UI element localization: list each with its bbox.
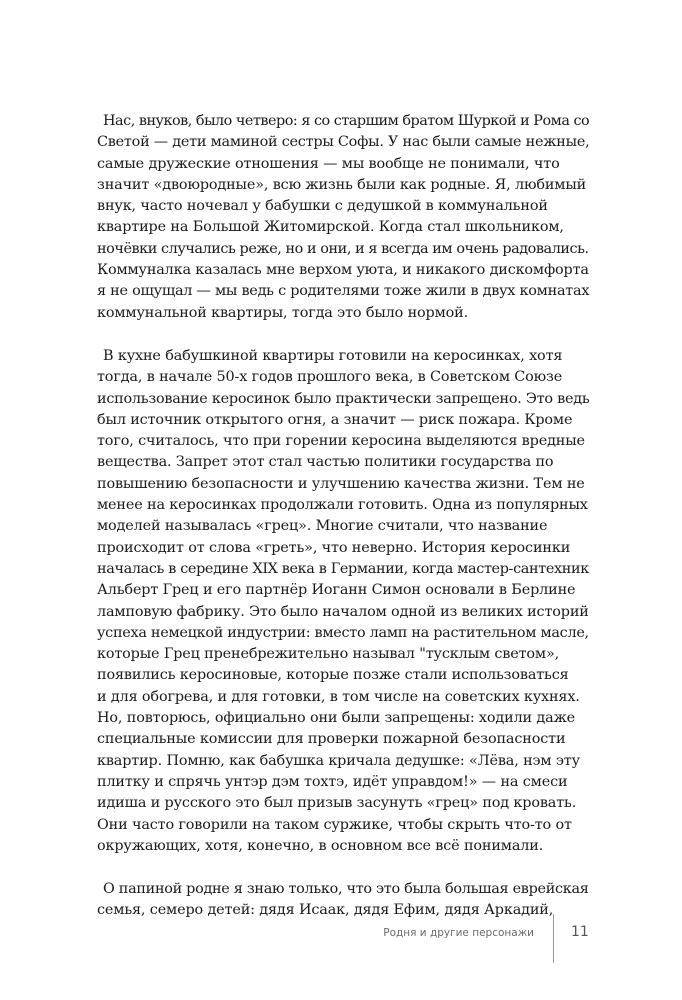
text-line: самые дружеские отношения — мы вообще не понимали, что — [97, 155, 560, 172]
text-line: началась в середине XIX века в Германии, когда мастер-сантехник — [97, 560, 589, 577]
text-line: В кухне бабушкиной квартиры готовили на керосинках, хотя — [103, 347, 563, 364]
text-line: появились керосиновые, которые позже стали использоваться — [97, 667, 569, 684]
text-line: плитку и спрячь унтэр дэм тохтэ, идёт управдом!» — на смеси — [97, 773, 568, 790]
text-line: коммунальной квартиры, тогда это было нормой. — [97, 304, 469, 321]
text-line: тогда, в начале 50-х годов прошлого века, в Советском Союзе — [97, 369, 563, 386]
running-title: Родня и другие персонажи — [383, 927, 534, 939]
text-line: вещества. Запрет этот стал частью политики государства по — [97, 454, 554, 471]
text-line: Коммуналка казалась мне верхом уюта, и никакого дискомфорта — [97, 262, 589, 279]
text-line: ночёвки случались реже, но и они, и я всегда им очень радовались. — [97, 240, 589, 257]
text-line: Они часто говорили на таком суржике, чтобы скрыть что-то от — [97, 816, 572, 833]
text-line: О папиной родне я знаю только, что это была большая еврейская — [103, 881, 589, 898]
text-line: был источник открытого огня, а значит — риск пожара. Кроме — [97, 411, 573, 428]
text-line: квартире на Большой Житомирской. Когда стал школьником, — [97, 219, 564, 236]
body-text — [97, 111, 590, 944]
text-line: ламповую фабрику. Это было началом одной из великих историй — [97, 603, 589, 620]
paragraph — [97, 346, 590, 857]
text-line: я не ощущал — мы ведь с родителями тоже жили в двух комнатах — [97, 283, 590, 300]
text-line: повышению безопасности и улучшению качества жизни. Тем не — [97, 475, 585, 492]
text-line: менее на керосинках продолжали готовить. Одна из популярных — [97, 497, 588, 514]
text-line: значит «двоюродные», всю жизнь были как родные. Я, любимый — [97, 176, 587, 193]
text-line: Светой — дети маминой сестры Софы. У нас были самые нежные, — [97, 134, 590, 151]
paragraph — [97, 879, 587, 922]
text-line: того, считалось, что при горении керосина выделяются вредные — [97, 433, 585, 450]
text-line: Нас, внуков, было четверо: я со старшим братом Шуркой и Рома со — [103, 113, 590, 129]
text-line: окружающих, хотя, конечно, в основном все всё понимали. — [97, 837, 544, 854]
paragraph — [97, 111, 590, 324]
text-line: использование керосинок было практически запрещено. Это ведь — [97, 390, 590, 407]
text-line: моделей называлась «грец». Многие считали, что название — [97, 518, 548, 535]
text-line: Альберт Грец и его партнёр Иоганн Симон основали в Берлине — [97, 582, 576, 599]
text-line: успеха немецкой индустрии: вместо ламп на растительном масле, — [97, 624, 589, 641]
text-line: и для обогрева, и для готовки, в том числе на советских кухнях. — [97, 688, 580, 705]
page-number: 11 — [571, 924, 589, 940]
text-line: семья, семеро детей: дядя Исаак, дядя Ефим, дядя Аркадий, — [97, 902, 554, 919]
text-line: происходит от слова «греть», что неверно. История керосинки — [97, 539, 571, 556]
text-line: Но, повторюсь, официально они были запрещены: ходили даже — [97, 710, 576, 727]
text-line: квартир. Помню, как бабушка кричала дедушке: «Лёва, нэм эту — [97, 752, 580, 769]
text-line: которые Грец пренебрежительно называл "тусклым светом», — [97, 646, 560, 663]
text-line: идиша и русского это был призыв засунуть «грец» под кровать. — [97, 795, 577, 812]
text-line: внук, часто ночевал у бабушки с дедушкой в коммунальной — [97, 198, 548, 215]
footer-divider — [553, 914, 554, 963]
text-line: специальные комиссии для проверки пожарной безопасности — [97, 731, 566, 748]
